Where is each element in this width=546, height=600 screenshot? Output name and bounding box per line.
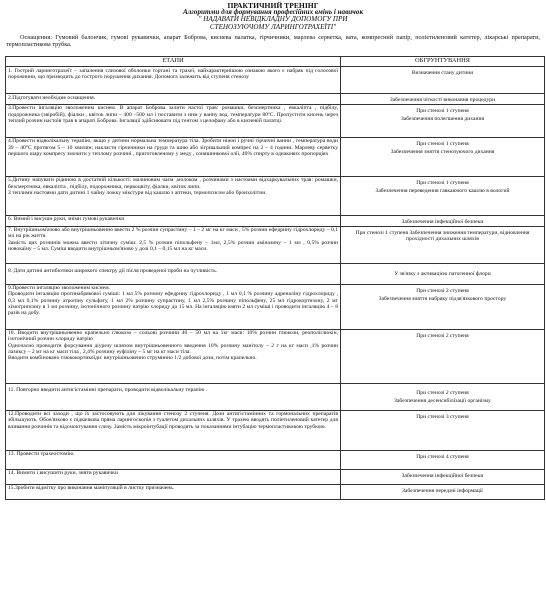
- document-title: ПРАКТИЧНИЙ ТРЕНІНГ: [227, 1, 319, 10]
- equipment-paragraph: Оснащення: Гумовий балончик, гумові рукавички, апарат Боброва, киснева палатка, гірчичники, марлева серветка, вата, компресний папір, поліетиленовий катетер, лікарські препарати, термопластикова трубка.: [6, 33, 540, 49]
- table-row: [6, 329, 545, 383]
- stage-cell: [6, 383, 341, 410]
- table-row: [6, 104, 545, 137]
- table-row: [6, 94, 545, 105]
- justification-text: При стенозі 1 ступеня: [416, 140, 469, 147]
- justification-cell: [341, 329, 545, 383]
- stage-text: 5.Дитину напувати рідиною в достатній кількості: малиновим чаєм ,молоком , розчинами з настоями відхаркувальних трав: ромашки, безсмертника, евкаліпта , підбілу, подорожника, первоцвіту, фіалки, квіток липи.: [8, 177, 338, 190]
- table-row: [6, 410, 545, 450]
- stage-text: З теплими настоями дати дитині 1 чайну ложку мікстури від кашлю з аптеки, термопсисом або бронхолітин.: [8, 189, 267, 196]
- justification-text: При стенозі 2 ступеня: [416, 287, 469, 294]
- stage-text: 15.Зробити відмітку про виконання маніпуляцій в листку призначень.: [8, 485, 175, 491]
- table-body: [6, 67, 545, 500]
- table-row: [6, 176, 545, 215]
- stage-text: Вводити комбіновано глюкокортикоїди: внутрішньовенно струминно 1/2 добової дози, потім крапельно.: [8, 355, 257, 361]
- stage-text: 6. Вимий і висуши руки, зніми гумові рукавички: [8, 216, 125, 223]
- header-stages: ЕТАПИ: [6, 57, 341, 67]
- stage-cell: [6, 329, 341, 383]
- justification-text: Забезпечення зняття стенозуючого дихання: [390, 149, 495, 155]
- justification-text: Забезпечення чіткості виконання процедури: [389, 97, 496, 103]
- stage-cell: [6, 176, 341, 215]
- stage-text: Проводити інгаляцію протинабрякової сумішi: 1 мл 5% розчину ефедрину гідрохлориду , 1 мл 0,1 % розчину адреналіну гідрохлориду , 0,3 мл 0,1% розчину атропіну сульфату, 1 мл 2% розчину супрастину, 1 мл 2,5% розчину піпольфену, 25 мл гідрокортизону, 2 мг хімотрипсину в 1 мл розчину, ізотонічного розчину натрію хлориду до 15 мл. На інгаляцію взяти 2 мл суміші і проводити інгаляцію 4 – 8 разів на добу.: [8, 291, 338, 316]
- justification-cell: [341, 137, 545, 176]
- justification-text: Забезпечення полегшення дихання: [400, 116, 485, 122]
- justification-cell: [341, 410, 545, 450]
- table-row: [6, 226, 545, 263]
- stage-text: 7. Внутрішньом'язово або внутрішньовенно ввести 2 % розчин супрастину – 1 – 2 мг на кг маси , 5% розчин ефедрину гідрохлориду – 0,1 мл на рік життя.: [8, 227, 338, 240]
- table-row: [6, 450, 545, 469]
- table-row: [6, 137, 545, 176]
- justification-cell: [341, 67, 545, 94]
- stage-text: 14. Вимити і висушити руки, зняти рукавички: [8, 470, 118, 476]
- justification-cell: [341, 469, 545, 484]
- table-row: [6, 284, 545, 329]
- justification-text: Забезпечення передачі інформації: [402, 487, 483, 494]
- justification-text: Забезпечення інфекційної безпеки: [401, 472, 484, 479]
- justification-text: При стенозі 4 ступеня: [416, 453, 469, 460]
- procedure-name-line2: СТЕНОЗУЮЧОМУ ЛАРИНГОТРАХЕЇТІ": [209, 22, 337, 31]
- table-row: [6, 383, 545, 410]
- stage-cell: [6, 263, 341, 284]
- justification-cell: [341, 94, 545, 105]
- justification-text: У зв'язку з активацією патогенної флори: [394, 270, 491, 277]
- document-header: [0, 0, 546, 31]
- justification-cell: [341, 383, 545, 410]
- stage-cell: [6, 469, 341, 484]
- justification-text: Забезпечення переведення гавкаючого кашлю в вологий: [375, 188, 510, 194]
- stage-cell: [6, 450, 341, 469]
- stage-text: 8. Дати дитині антибіотики широкого спектру дії після проведеної проби на чутливість.: [8, 267, 218, 274]
- procedure-name-line1: " НАДАВАТИ НЕВІДКЛАДНУ ДОПОМОГУ ПРИ: [198, 15, 348, 24]
- justification-text: Забезпечення інфекційної безпеки: [401, 218, 484, 225]
- table-row: [6, 484, 545, 499]
- stage-text: 10. Вводити внутрішньовенно крапельно глюкозо – сольові розчини 40 – 50 мл на 1кг маси: 10% розчин глюкози, реополіглюкін, ізотонічний розчин хлориду натрію: [8, 330, 338, 343]
- table-row: [6, 67, 545, 94]
- justification-cell: [341, 226, 545, 263]
- justification-cell: [341, 263, 545, 284]
- justification-text: При стенозі 2 ступеня: [416, 332, 469, 339]
- stage-cell: [6, 484, 341, 499]
- justification-text: При стенозі 3 ступеня: [416, 413, 469, 420]
- stage-text: 3.Провести інгаляцію зволоженим киснем. В апарат Боброва залити настої трав: ромашки, безсмертника , евкаліпта , підбілу, подорожника (звіробій), фіалки , квіток липи – 400 –500 мл і поставити з ним у ванну вод. температури 80ºС. Пропустити кисень через теплий розчин настоїв трав в апараті Боброва. Інгаляції здійснювати під тентом з целофану або в кисневій палатці.: [8, 105, 338, 124]
- justification-text: При стенозі 1 ступеня: [416, 107, 469, 114]
- stage-text: 2.Підготувати необхідне оснащення.: [8, 94, 96, 101]
- justification-cell: [341, 104, 545, 137]
- stage-cell: [6, 226, 341, 263]
- stage-text: 1. Гострий ларинготрахеїт – запалення слизової оболонки гортані та трахеї, найхарактернішою ознакою якого є набряк під голосової порожнини, що призводить до гострого порушення дихання. Допомога залежить від ступеня стенозу: [8, 67, 338, 80]
- table-row: [6, 263, 545, 284]
- stage-cell: [6, 215, 341, 226]
- justification-cell: [341, 176, 545, 215]
- stage-cell: [6, 137, 341, 176]
- justification-cell: [341, 284, 545, 329]
- stage-text: Одночасно проводити форсування діурезу шляхом внутрішньовенного введення 10% розчину манітолу – 2 г на кг маси ,1% розчин лазиксу – 2 мг на кг маси тіла , 2,4% розчину еуфіліну – 5 мг на кг маси тіла.: [8, 342, 338, 355]
- stage-cell: [6, 104, 341, 137]
- table-header-row: [6, 57, 545, 67]
- procedure-table: [5, 56, 545, 500]
- stage-text: 12.Проводити всі заходи , що їх застосовують для лікування стенозу 2 ступеня. Дози антигістамінних та гормональних препаратів збільшують. Обов'язково є підкачкова пряма ларингоскопія з туалетом дихальних шляхів. У трахею вводять поліетиленовий катетер для вливання розчинів та відсмоктування слизу. Замість мікроінтубації проводять за показаннями інтубацію термопластиковою трубкою.: [8, 411, 338, 430]
- justification-text: Забезпечення десенсибілізації організму: [394, 397, 491, 404]
- stage-text: 13. Провести трахеостомію.: [8, 451, 75, 457]
- header-justification: ОБГРУНТУВАННЯ: [341, 57, 545, 67]
- stage-text: Замість цих розчинів можна ввести літичну суміш: 2,5 % розчин піпольфену – 1мл, 2,5% розчин аміназину – 1 мл , 0,5% розчин новокаїну – 5 мл. Суміш вводити внутрішньом'язово у дозі 0,1 – 0,15 мл на кг маси.: [8, 239, 338, 252]
- table-row: [6, 469, 545, 484]
- stage-cell: [6, 410, 341, 450]
- stage-text: 9.Провести інгаляцію зволоженим киснем.: [8, 285, 111, 291]
- justification-cell: [341, 484, 545, 499]
- document-subtitle: Алгоритми для формування професійних вмінь і навичок: [182, 8, 364, 17]
- table-row: [6, 215, 545, 226]
- stage-cell: [6, 67, 341, 94]
- justification-cell: [341, 215, 545, 226]
- stage-text: 11. Повторно вводити антигістамінні препарати, проводити відволікальну терапію .: [8, 386, 208, 393]
- justification-cell: [341, 450, 545, 469]
- justification-text: При стенозі 1 ступеня Забезпечення зниження температури, відновлення прохідності дихальних шляхів: [355, 229, 530, 242]
- justification-text: Визначення стану дитини: [411, 70, 474, 76]
- justification-text: При стенозі 2 ступеня: [416, 389, 469, 396]
- justification-text: При стенозі 1 ступеня: [416, 179, 469, 186]
- stage-text: 4.Провести відволікальну терапію, якщо у дитини нормальна температура тіла. Зробити ніжні і ручні гірчичні ванни , температура води 39 – 40°С протягом 5 – 10 хвилин; накласти гірчичники на груди та шию або зігрівальний компрес на 2 – 4 години. Марлеву серветку першого шару компресу змочити у теплому розчині , приготовленому у меду , соняшникової олії, 40% спирту в однакових пропорціях: [8, 138, 338, 157]
- stage-cell: [6, 284, 341, 329]
- stage-cell: [6, 94, 341, 105]
- justification-text: Забезпечення зняття набряку підзв'язкового простору: [378, 295, 507, 302]
